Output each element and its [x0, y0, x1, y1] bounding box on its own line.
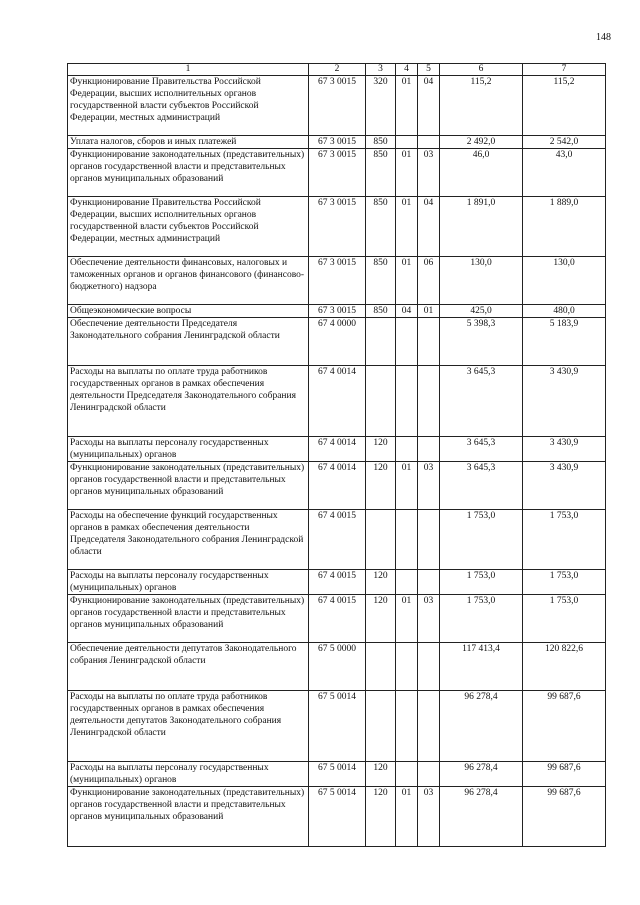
amount-year-2: 1 889,0: [523, 197, 606, 257]
column-header: 6: [440, 64, 523, 76]
section: [396, 437, 418, 462]
target-article-code: 67 4 0015: [309, 510, 366, 570]
table-row: [68, 462, 606, 510]
section: 01: [396, 76, 418, 136]
section: 01: [396, 595, 418, 643]
table-row: [68, 257, 606, 305]
column-header: 5: [418, 64, 440, 76]
row-description: Уплата налогов, сборов и иных платежей: [68, 136, 309, 149]
section: [396, 510, 418, 570]
row-description: Обеспечение деятельности финансовых, налоговых и таможенных органов и органов финансового (финансово-бюджетного) надзора: [68, 257, 309, 305]
target-article-code: 67 4 0014: [309, 366, 366, 437]
row-description: Расходы на выплаты персоналу государственных (муниципальных) органов: [68, 762, 309, 787]
expense-type: 850: [366, 305, 396, 318]
section: [396, 318, 418, 366]
amount-year-1: 130,0: [440, 257, 523, 305]
subsection: 01: [418, 305, 440, 318]
amount-year-2: 99 687,6: [523, 762, 606, 787]
section: [396, 136, 418, 149]
amount-year-2: 130,0: [523, 257, 606, 305]
target-article-code: 67 5 0014: [309, 787, 366, 847]
row-description: Обеспечение деятельности депутатов Законодательного собрания Ленинградской области: [68, 643, 309, 691]
expense-type: [366, 691, 396, 762]
amount-year-1: 1 753,0: [440, 570, 523, 595]
target-article-code: 67 3 0015: [309, 76, 366, 136]
amount-year-1: 117 413,4: [440, 643, 523, 691]
amount-year-2: 1 753,0: [523, 595, 606, 643]
amount-year-1: 1 753,0: [440, 595, 523, 643]
section: 01: [396, 197, 418, 257]
table-row: [68, 366, 606, 437]
subsection: [418, 437, 440, 462]
expense-type: [366, 366, 396, 437]
column-header: 3: [366, 64, 396, 76]
table-row: [68, 437, 606, 462]
section: [396, 643, 418, 691]
amount-year-1: 3 645,3: [440, 366, 523, 437]
target-article-code: 67 4 0000: [309, 318, 366, 366]
row-description: Функционирование Правительства Российской Федерации, высших исполнительных органов государственной власти субъектов Российской Федерации, местных администраций: [68, 76, 309, 136]
subsection: 03: [418, 462, 440, 510]
expense-type: 850: [366, 257, 396, 305]
section: [396, 691, 418, 762]
subsection: [418, 318, 440, 366]
amount-year-2: 3 430,9: [523, 437, 606, 462]
amount-year-2: 120 822,6: [523, 643, 606, 691]
amount-year-1: 3 645,3: [440, 437, 523, 462]
target-article-code: 67 3 0015: [309, 136, 366, 149]
table-body: [68, 76, 606, 847]
subsection: [418, 510, 440, 570]
amount-year-2: 99 687,6: [523, 691, 606, 762]
row-description: Функционирование законодательных (представительных) органов государственной власти и представительных органов муниципальных образований: [68, 787, 309, 847]
row-description: Функционирование законодательных (представительных) органов государственной власти и представительных органов муниципальных образований: [68, 149, 309, 197]
expense-type: 120: [366, 437, 396, 462]
column-header: 4: [396, 64, 418, 76]
subsection: 03: [418, 149, 440, 197]
expense-type: 320: [366, 76, 396, 136]
table-row: [68, 136, 606, 149]
subsection: [418, 643, 440, 691]
row-description: Расходы на выплаты персоналу государственных (муниципальных) органов: [68, 570, 309, 595]
amount-year-1: 115,2: [440, 76, 523, 136]
target-article-code: 67 3 0015: [309, 149, 366, 197]
row-description: Обеспечение деятельности Председателя Законодательного собрания Ленинградской области: [68, 318, 309, 366]
expense-type: 120: [366, 762, 396, 787]
subsection: 04: [418, 197, 440, 257]
amount-year-1: 5 398,3: [440, 318, 523, 366]
amount-year-2: 1 753,0: [523, 510, 606, 570]
row-description: Расходы на обеспечение функций государственных органов в рамках обеспечения деятельности Председателя Законодательного собрания Ленинградской области: [68, 510, 309, 570]
row-description: Функционирование Правительства Российской Федерации, высших исполнительных органов государственной власти субъектов Российской Федерации, местных администраций: [68, 197, 309, 257]
amount-year-1: 96 278,4: [440, 787, 523, 847]
table-row: [68, 197, 606, 257]
target-article-code: 67 4 0014: [309, 437, 366, 462]
expense-type: [366, 643, 396, 691]
section: [396, 570, 418, 595]
amount-year-2: 115,2: [523, 76, 606, 136]
column-header: 2: [309, 64, 366, 76]
table-row: [68, 595, 606, 643]
table-row: [68, 305, 606, 318]
amount-year-1: 1 891,0: [440, 197, 523, 257]
table-row: [68, 76, 606, 136]
expense-type: [366, 318, 396, 366]
row-description: Расходы на выплаты персоналу государственных (муниципальных) органов: [68, 437, 309, 462]
section: [396, 366, 418, 437]
budget-table: [67, 63, 606, 847]
section: 01: [396, 149, 418, 197]
column-number-row: [68, 64, 606, 76]
subsection: [418, 570, 440, 595]
section: 04: [396, 305, 418, 318]
target-article-code: 67 5 0000: [309, 643, 366, 691]
row-description: Функционирование законодательных (представительных) органов государственной власти и представительных органов муниципальных образований: [68, 462, 309, 510]
table-row: [68, 643, 606, 691]
amount-year-1: 425,0: [440, 305, 523, 318]
expense-type: 120: [366, 462, 396, 510]
amount-year-1: 2 492,0: [440, 136, 523, 149]
row-description: Расходы на выплаты по оплате труда работников государственных органов в рамках обеспечения деятельности депутатов Законодательного собрания Ленинградской области: [68, 691, 309, 762]
subsection: 03: [418, 787, 440, 847]
target-article-code: 67 3 0015: [309, 257, 366, 305]
target-article-code: 67 4 0015: [309, 570, 366, 595]
subsection: 04: [418, 76, 440, 136]
table-row: [68, 762, 606, 787]
amount-year-2: 480,0: [523, 305, 606, 318]
amount-year-2: 3 430,9: [523, 462, 606, 510]
amount-year-2: 5 183,9: [523, 318, 606, 366]
amount-year-1: 96 278,4: [440, 691, 523, 762]
target-article-code: 67 5 0014: [309, 691, 366, 762]
section: [396, 762, 418, 787]
row-description: Расходы на выплаты по оплате труда работников государственных органов в рамках обеспечения деятельности Председателя Законодательного собрания Ленинградской области: [68, 366, 309, 437]
amount-year-1: 46,0: [440, 149, 523, 197]
expense-type: 850: [366, 197, 396, 257]
page-number: 148: [596, 32, 611, 43]
table-row: [68, 510, 606, 570]
subsection: 03: [418, 595, 440, 643]
amount-year-1: 1 753,0: [440, 510, 523, 570]
target-article-code: 67 4 0015: [309, 595, 366, 643]
expense-type: 850: [366, 149, 396, 197]
amount-year-1: 96 278,4: [440, 762, 523, 787]
expense-type: [366, 510, 396, 570]
subsection: [418, 691, 440, 762]
table-row: [68, 570, 606, 595]
target-article-code: 67 3 0015: [309, 197, 366, 257]
amount-year-1: 3 645,3: [440, 462, 523, 510]
expense-type: 120: [366, 787, 396, 847]
column-header: 1: [68, 64, 309, 76]
table-row: [68, 691, 606, 762]
amount-year-2: 1 753,0: [523, 570, 606, 595]
amount-year-2: 3 430,9: [523, 366, 606, 437]
table-row: [68, 149, 606, 197]
target-article-code: 67 3 0015: [309, 305, 366, 318]
row-description: Функционирование законодательных (представительных) органов государственной власти и представительных органов муниципальных образований: [68, 595, 309, 643]
table-row: [68, 318, 606, 366]
section: 01: [396, 787, 418, 847]
subsection: [418, 762, 440, 787]
expense-type: 850: [366, 136, 396, 149]
expense-type: 120: [366, 570, 396, 595]
subsection: [418, 366, 440, 437]
target-article-code: 67 5 0014: [309, 762, 366, 787]
amount-year-2: 99 687,6: [523, 787, 606, 847]
section: 01: [396, 257, 418, 305]
amount-year-2: 2 542,0: [523, 136, 606, 149]
table-row: [68, 787, 606, 847]
subsection: [418, 136, 440, 149]
subsection: 06: [418, 257, 440, 305]
column-header: 7: [523, 64, 606, 76]
amount-year-2: 43,0: [523, 149, 606, 197]
target-article-code: 67 4 0014: [309, 462, 366, 510]
section: 01: [396, 462, 418, 510]
expense-type: 120: [366, 595, 396, 643]
row-description: Общеэкономические вопросы: [68, 305, 309, 318]
